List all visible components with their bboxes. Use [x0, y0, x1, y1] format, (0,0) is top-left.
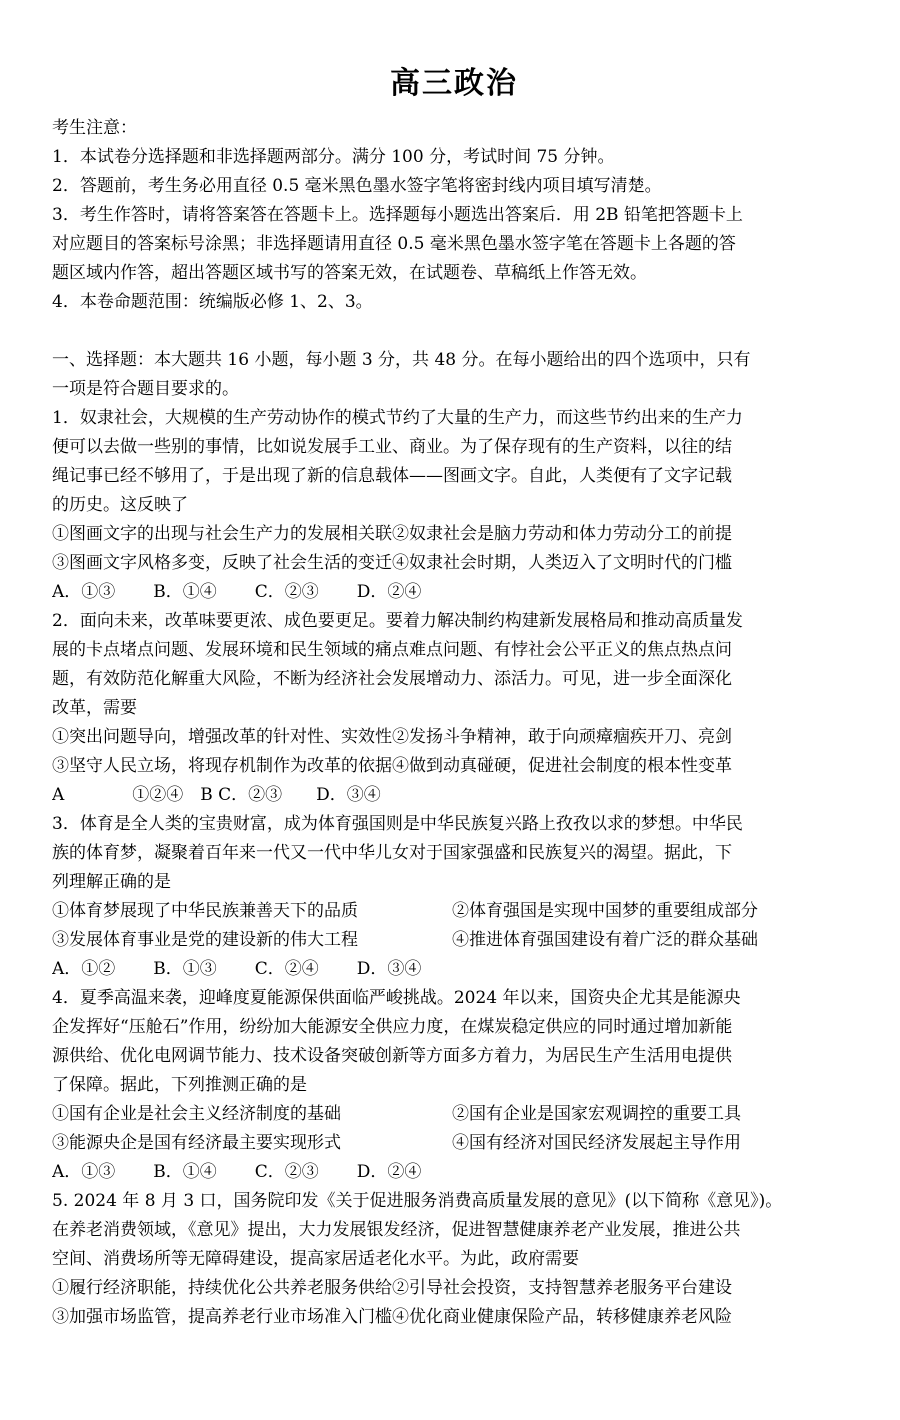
question-item: ④国有经济对国民经济发展起主导作用: [452, 1133, 741, 1153]
question-stem-line: 2．面向未来，改革味要更浓、成色要更足。要着力解决制约构建新发展格局和推动高质量发: [52, 611, 743, 631]
question-item: ①国有企业是社会主义经济制度的基础: [52, 1104, 341, 1124]
option-c: C．②③: [254, 582, 319, 602]
spacer: [52, 317, 856, 346]
notice-section: [52, 114, 856, 317]
question-item-pair: [52, 897, 856, 926]
question-2: [52, 607, 856, 810]
question-stem-line: 列理解正确的是: [52, 872, 171, 892]
question-stem-line: 5. 2024 年 8 月 3 口，国务院印发《关于促进服务消费高质量发展的意见》(以下简称《意见》)。: [52, 1191, 783, 1211]
question-stem-line: 源供给、优化电网调节能力、技术设备突破创新等方面多方着力，为居民生产生活用电提供: [52, 1046, 732, 1066]
question-item: ③能源央企是国有经济最主要实现形式: [52, 1133, 341, 1153]
notice-line: 4．本卷命题范围：统编版必修 1、2、3。: [52, 292, 373, 312]
option-a: A．①②: [52, 959, 116, 979]
notice-line: 1．本试卷分选择题和非选择题两部分。满分 100 分，考试时间 75 分钟。: [52, 147, 615, 167]
question-item-line: ①突出问题导向，增强改革的针对性、实效性②发扬斗争精神，敢于向顽瘴痼疾开刀、亮剑: [52, 727, 732, 747]
question-item: ②国有企业是国家宏观调控的重要工具: [452, 1104, 741, 1124]
question-stem-line: 的历史。这反映了: [52, 495, 188, 515]
question-item-line: ③图画文字风格多变，反映了社会生活的变迁④奴隶社会时期，人类迈入了文明时代的门槛: [52, 553, 732, 573]
question-item-pair: [52, 1129, 856, 1158]
question-item: ②体育强国是实现中国梦的重要组成部分: [452, 901, 758, 921]
question-stem-line: 族的体育梦，凝聚着百年来一代又一代中华儿女对于国家强盛和民族复兴的渴望。据此，下: [52, 843, 732, 863]
notice-line: 题区域内作答，超出答题区域书写的答案无效，在试题卷、草稿纸上作答无效。: [52, 263, 647, 283]
question-3: [52, 810, 856, 984]
question-stem-line: 题，有效防范化解重大风险，不断为经济社会发展增动力、添活力。可见，进一步全面深化: [52, 669, 732, 689]
question-item-line: ③加强市场监管，提高养老行业市场准入门槛④优化商业健康保险产品，转移健康养老风险: [52, 1307, 732, 1327]
question-stem-line: 改革，需要: [52, 698, 137, 718]
option-d: D．②④: [356, 1162, 422, 1182]
answer-options: A ①②④ B C．②③ D．③④: [52, 785, 381, 805]
question-item-line: ①履行经济职能，持续优化公共养老服务供给②引导社会投资，支持智慧养老服务平台建设: [52, 1278, 732, 1298]
question-stem-line: 4．夏季高温来袭，迎峰度夏能源保供面临严峻挑战。2024 年以来，国资央企尤其是能源央: [52, 988, 741, 1008]
question-stem-line: 展的卡点堵点问题、发展环境和民生领域的痛点难点问题、有悖社会公平正义的焦点热点问: [52, 640, 732, 660]
option-b: B．①③: [153, 959, 217, 979]
section-heading-line: 一项是符合题目要求的。: [52, 379, 239, 399]
answer-options: [52, 1158, 856, 1187]
option-a: A．①③: [52, 582, 116, 602]
question-4: [52, 984, 856, 1187]
section-heading-line: 一、选择题：本大题共 16 小题，每小题 3 分，共 48 分。在每小题给出的四个选项中，只有: [52, 350, 751, 370]
question-stem-line: 3．体育是全人类的宝贵财富，成为体育强国则是中华民族复兴路上孜孜以求的梦想。中华民: [52, 814, 743, 834]
question-stem-line: 绳记事已经不够用了，于是出现了新的信息载体——图画文字。自此，人类便有了文字记载: [52, 466, 732, 486]
question-item-pair: [52, 926, 856, 955]
answer-options: [52, 578, 856, 607]
notice-line: 2．答题前，考生务必用直径 0.5 毫米黑色墨水签字笔将密封线内项目填写清楚。: [52, 176, 662, 196]
section-heading: [52, 346, 856, 404]
question-stem-line: 便可以去做一些别的事情，比如说发展手工业、商业。为了保存现有的生产资料，以往的结: [52, 437, 732, 457]
question-item-pair: [52, 1100, 856, 1129]
question-stem-line: 空间、消费场所等无障碍建设，提高家居适老化水平。为此，政府需要: [52, 1249, 579, 1269]
option-c: C．②③: [254, 1162, 319, 1182]
option-d: D．②④: [356, 582, 422, 602]
question-item: ③发展体育事业是党的建设新的伟大工程: [52, 930, 358, 950]
notice-heading: 考生注意：: [52, 118, 137, 138]
option-d: D．③④: [356, 959, 422, 979]
question-item-line: ①图画文字的出现与社会生产力的发展相关联②奴隶社会是脑力劳动和体力劳动分工的前提: [52, 524, 732, 544]
question-stem-line: 了保障。据此，下列推测正确的是: [52, 1075, 307, 1095]
page-title: 高三政治: [390, 66, 518, 101]
option-b: B．①④: [153, 582, 217, 602]
option-b: B．①④: [153, 1162, 217, 1182]
question-item-line: ③坚守人民立场，将现存机制作为改革的依据④做到动真碰硬，促进社会制度的根本性变革: [52, 756, 732, 776]
answer-options: [52, 955, 856, 984]
question-stem-line: 1．奴隶社会，大规模的生产劳动协作的模式节约了大量的生产力，而这些节约出来的生产力: [52, 408, 743, 428]
question-item: ①体育梦展现了中华民族兼善天下的品质: [52, 901, 358, 921]
notice-line: 对应题目的答案标号涂黑；非选择题请用直径 0.5 毫米黑色墨水签字笔在答题卡上各题的答: [52, 234, 736, 254]
question-stem-line: 企发挥好“压舱石”作用，纷纷加大能源安全供应力度，在煤炭稳定供应的同时通过增加新能: [52, 1017, 733, 1037]
question-stem-line: 在养老消费领域，《意见》提出，大力发展银发经济，促进智慧健康养老产业发展，推进公共: [52, 1220, 741, 1240]
option-a: A．①③: [52, 1162, 116, 1182]
question-5: [52, 1187, 856, 1332]
notice-line: 3．考生作答时，请将答案答在答题卡上。选择题每小题选出答案后．用 2B 铅笔把答题卡上: [52, 205, 743, 225]
option-c: C．②④: [254, 959, 319, 979]
question-1: [52, 404, 856, 607]
question-item: ④推进体育强国建设有着广泛的群众基础: [452, 930, 758, 950]
